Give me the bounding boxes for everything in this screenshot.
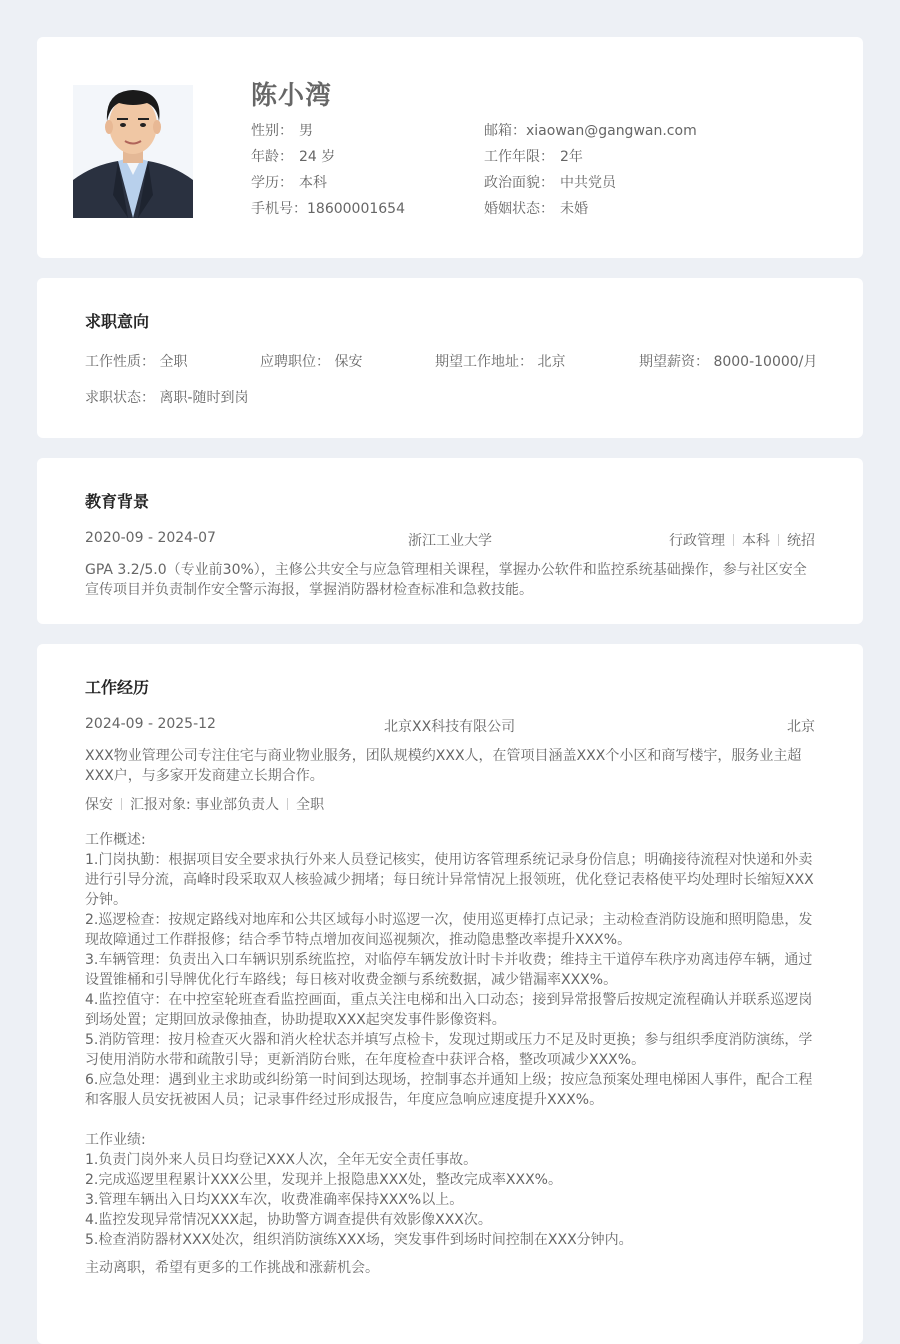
overview-item: 5.消防管理：按月检查灭火器和消火栓状态并填写点检卡，发现过期或压力不足及时更换；参与组织季度消防演练，学习使用消防水带和疏散引导；更新消防台账，在年度检查中获评合格，整改项减少XXX%。 <box>85 1032 813 1068</box>
work-years-row <box>484 144 697 170</box>
edu-school: 浙江工业大学 <box>408 533 492 549</box>
info-value: 24 岁 <box>299 149 336 165</box>
intent-value: 8000-10000/月 <box>713 354 818 370</box>
info-value: 男 <box>299 123 313 139</box>
edu-period: 2020-09 - 2024-07 <box>85 530 216 546</box>
section-title: 工作经历 <box>85 678 150 697</box>
email-row <box>484 118 697 144</box>
profile-card <box>37 37 863 258</box>
edu-description: GPA 3.2/5.0（专业前30%），主修公共安全与应急管理相关课程，掌握办公软件和监控系统基础操作，参与社区安全宣传项目并负责制作安全警示海报，掌握消防器材检查标准和急救技能。 <box>85 562 807 598</box>
overview-title: 工作概述: <box>85 832 146 848</box>
education-card <box>37 458 863 624</box>
intent-value: 北京 <box>537 354 566 370</box>
achievement-item: 4.监控发现异常情况XXX起，协助警方调查提供有效影像XXX次。 <box>85 1212 492 1228</box>
basic-info-left <box>251 118 405 222</box>
intent-position <box>260 351 362 371</box>
marital-row <box>484 196 697 222</box>
political-row <box>484 170 697 196</box>
info-label: 工作年限： <box>484 149 554 165</box>
edu-tags <box>669 530 815 550</box>
info-label: 邮箱： <box>484 123 526 139</box>
info-label: 婚姻状态： <box>484 201 554 217</box>
info-value: xiaowan@gangwan.com <box>526 123 697 139</box>
edu-degree: 本科 <box>742 533 770 549</box>
edu-major: 行政管理 <box>669 533 725 549</box>
work-card <box>37 644 863 1344</box>
intent-status <box>85 387 249 407</box>
info-label: 年龄： <box>251 149 293 165</box>
spacer <box>85 1110 815 1130</box>
work-role: 保安 <box>85 797 113 813</box>
intent-label: 应聘职位： <box>260 354 330 370</box>
overview-item: 6.应急处理：遇到业主求助或纠纷第一时间到达现场，控制事态并通知上级；按应急预案处理电梯困人事件，配合工程和客服人员安抚被困人员；记录事件经过形成报告，年度应急响应速度提升XXX%。 <box>85 1072 813 1108</box>
achievements-title: 工作业绩: <box>85 1132 146 1148</box>
info-value: 18600001654 <box>307 201 405 217</box>
info-value: 本科 <box>299 175 327 191</box>
work-details <box>85 830 815 1278</box>
basic-info-right <box>484 118 697 222</box>
info-value: 中共党员 <box>560 175 616 191</box>
overview-item: 3.车辆管理：负责出入口车辆识别系统监控，对临停车辆发放计时卡并收费；维持主干道停车秩序劝离违停车辆，通过设置锥桶和引导牌优化行车路线；每日核对收费金额与系统数据，减少错漏率XXX%。 <box>85 952 813 988</box>
info-value: 未婚 <box>560 201 588 217</box>
section-title: 教育背景 <box>85 492 150 511</box>
candidate-name: 陈小湾 <box>251 81 333 111</box>
achievement-item: 5.检查消防器材XXX处次，组织消防演练XXX场，突发事件到场时间控制在XXX分钟内。 <box>85 1232 633 1248</box>
divider <box>287 798 288 810</box>
work-company: 北京XX科技有限公司 <box>384 719 516 735</box>
age-row <box>251 144 405 170</box>
company-description: XXX物业管理公司专注住宅与商业物业服务，团队规模约XXX人，在管项目涵盖XXX个小区和商写楼宇，服务业主超XXX户，与多家开发商建立长期合作。 <box>85 748 802 784</box>
intent-label: 期望薪资： <box>639 354 709 370</box>
avatar-image <box>73 85 193 218</box>
intent-value: 离职-随时到岗 <box>159 390 249 406</box>
info-label: 性别： <box>251 123 293 139</box>
overview-item: 4.监控值守：在中控室轮班查看监控画面，重点关注电梯和出入口动态；接到异常报警后按规定流程确认并联系巡逻岗到场处置；定期回放录像抽查，协助提取XXX起突发事件影像资料。 <box>85 992 813 1028</box>
info-value: 2年 <box>560 149 583 165</box>
info-label: 政治面貌： <box>484 175 554 191</box>
section-title: 求职意向 <box>85 312 150 331</box>
overview-item: 1.门岗执勤：根据项目安全要求执行外来人员登记核实，使用访客管理系统记录身份信息；明确接待流程对快递和外卖进行引导分流，高峰时段采取双人核验减少拥堵；每日统计异常情况上报领班，优化登记表格使平均处理时长缩短XXX分钟。 <box>85 852 814 908</box>
work-tags <box>85 794 324 814</box>
spacer <box>85 1250 815 1258</box>
overview-item: 2.巡逻检查：按规定路线对地库和公共区域每小时巡逻一次，使用巡更棒打点记录；主动检查消防设施和照明隐患，发现故障通过工作群报修；结合季节特点增加夜间巡视频次，推动隐患整改率提升XXX%。 <box>85 912 813 948</box>
divider <box>121 798 122 810</box>
intent-label: 期望工作地址： <box>435 354 533 370</box>
education-row <box>251 170 405 196</box>
intent-label: 求职状态： <box>85 390 155 406</box>
intent-label: 工作性质： <box>85 354 155 370</box>
divider <box>778 534 779 546</box>
info-label: 手机号： <box>251 201 307 217</box>
intent-value: 保安 <box>334 354 363 370</box>
intent-type <box>85 351 187 371</box>
intent-location <box>435 351 565 371</box>
intent-value: 全职 <box>159 354 188 370</box>
work-period: 2024-09 - 2025-12 <box>85 716 216 732</box>
divider <box>733 534 734 546</box>
work-report: 汇报对象: 事业部负责人 <box>130 797 280 813</box>
info-label: 学历： <box>251 175 293 191</box>
phone-row <box>251 196 405 222</box>
achievement-item: 2.完成巡逻里程累计XXX公里，发现并上报隐患XXX处，整改完成率XXX%。 <box>85 1172 562 1188</box>
leave-reason: 主动离职，希望有更多的工作挑战和涨薪机会。 <box>85 1260 379 1276</box>
profile-photo <box>73 85 193 218</box>
achievement-item: 1.负责门岗外来人员日均登记XXX人次，全年无安全责任事故。 <box>85 1152 478 1168</box>
achievement-item: 3.管理车辆出入日均XXX车次，收费准确率保持XXX%以上。 <box>85 1192 464 1208</box>
job-intent-card <box>37 278 863 438</box>
intent-salary <box>639 351 817 371</box>
work-city: 北京 <box>787 719 815 735</box>
edu-mode: 统招 <box>787 533 815 549</box>
work-jobtype: 全职 <box>296 797 325 813</box>
gender-row <box>251 118 405 144</box>
